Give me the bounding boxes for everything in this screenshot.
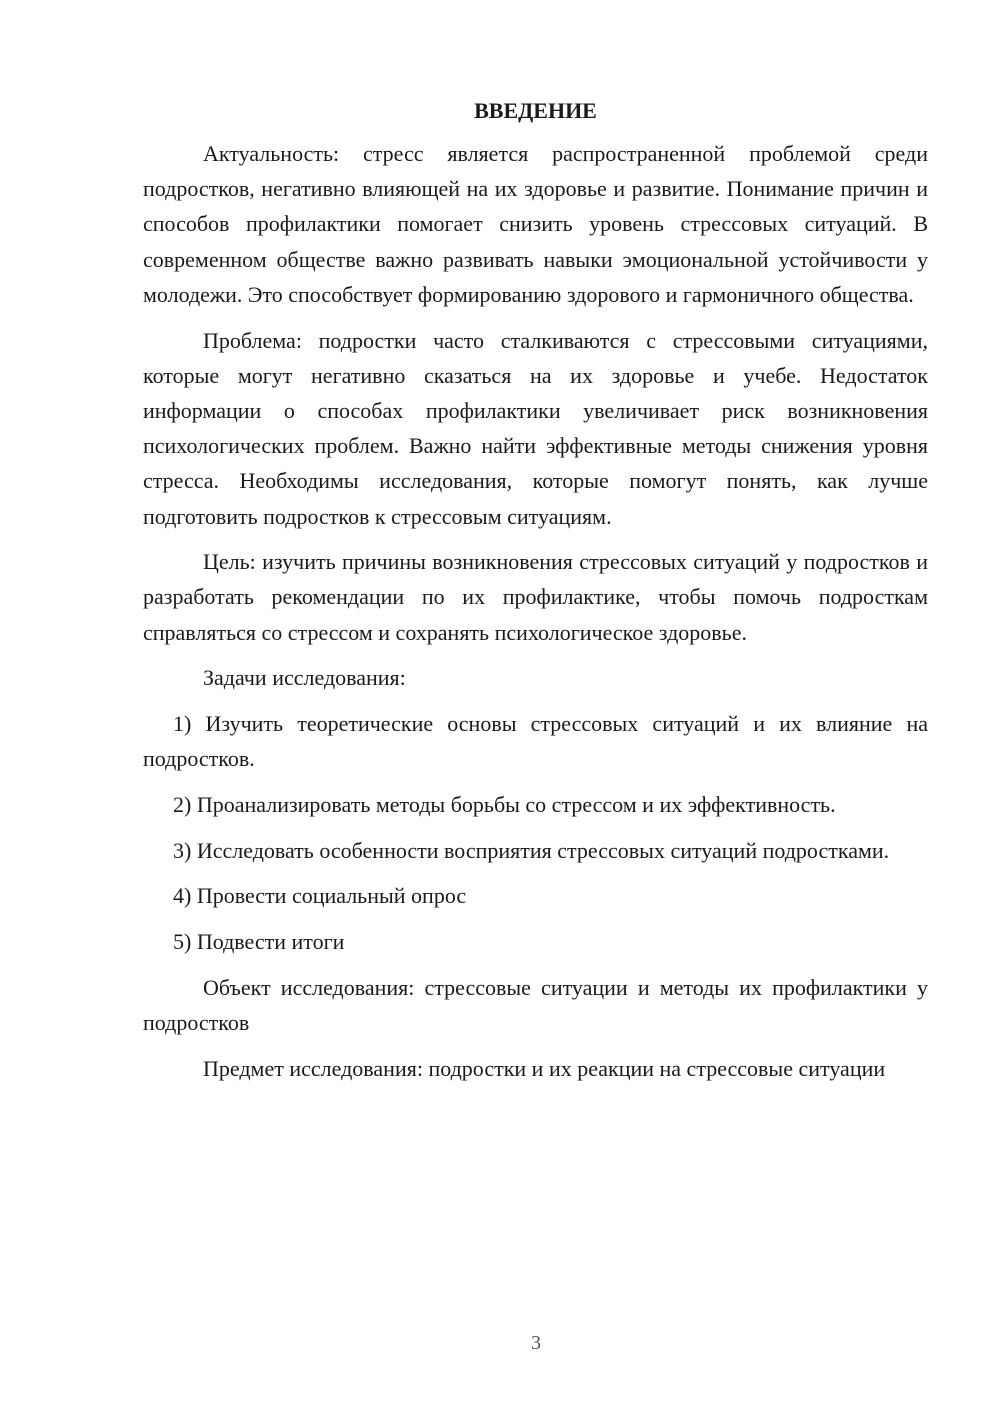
tasks-heading: Задачи исследования:: [203, 665, 406, 691]
page-number: 3: [531, 1332, 541, 1354]
task-item: 3) Исследовать особенности восприятия стрессовых ситуаций подростками.: [173, 837, 890, 863]
subject-paragraph: Предмет исследования: подростки и их реакции на стрессовые ситуации: [203, 1055, 886, 1081]
document-page: [143, 93, 928, 1096]
relevance-paragraph: Актуальность: стресс является распространенной проблемой среди подростков, негативно влияющей на их здоровье и развитие. Понимание причин и способов профилактики помогает снизить уровень стрессовых ситуаций. В современном обществе важно развивать навыки эмоциональной устойчивости у молодежи. Это способствует формированию здорового и гармоничного общества.: [143, 141, 928, 307]
task-item: 4) Провести социальный опрос: [173, 883, 467, 909]
goal-paragraph: Цель: изучить причины возникновения стрессовых ситуаций у подростков и разработать рекомендации по их профилактике, чтобы помочь подросткам справляться со стрессом и сохранять психологическое здоровье.: [143, 549, 928, 645]
task-item: 2) Проанализировать методы борьбы со стрессом и их эффективность.: [173, 791, 836, 817]
task-item: 5) Подвести итоги: [173, 929, 345, 955]
problem-paragraph: Проблема: подростки часто сталкиваются с стрессовыми ситуациями, которые могут негативно сказаться на их здоровье и учебе. Недостаток информации о способах профилактики увеличивает риск возникновения психологических проблем. Важно найти эффективные методы снижения уровня стресса. Необходимы исследования, которые помогут понять, как лучше подготовить подростков к стрессовым ситуациям.: [143, 327, 928, 529]
page-title: ВВЕДЕНИЕ: [474, 98, 597, 123]
task-item: 1) Изучить теоретические основы стрессовых ситуаций и их влияние на подростков.: [143, 711, 928, 772]
object-paragraph: Объект исследования: стрессовые ситуации и методы их профилактики у подростков: [143, 974, 928, 1035]
